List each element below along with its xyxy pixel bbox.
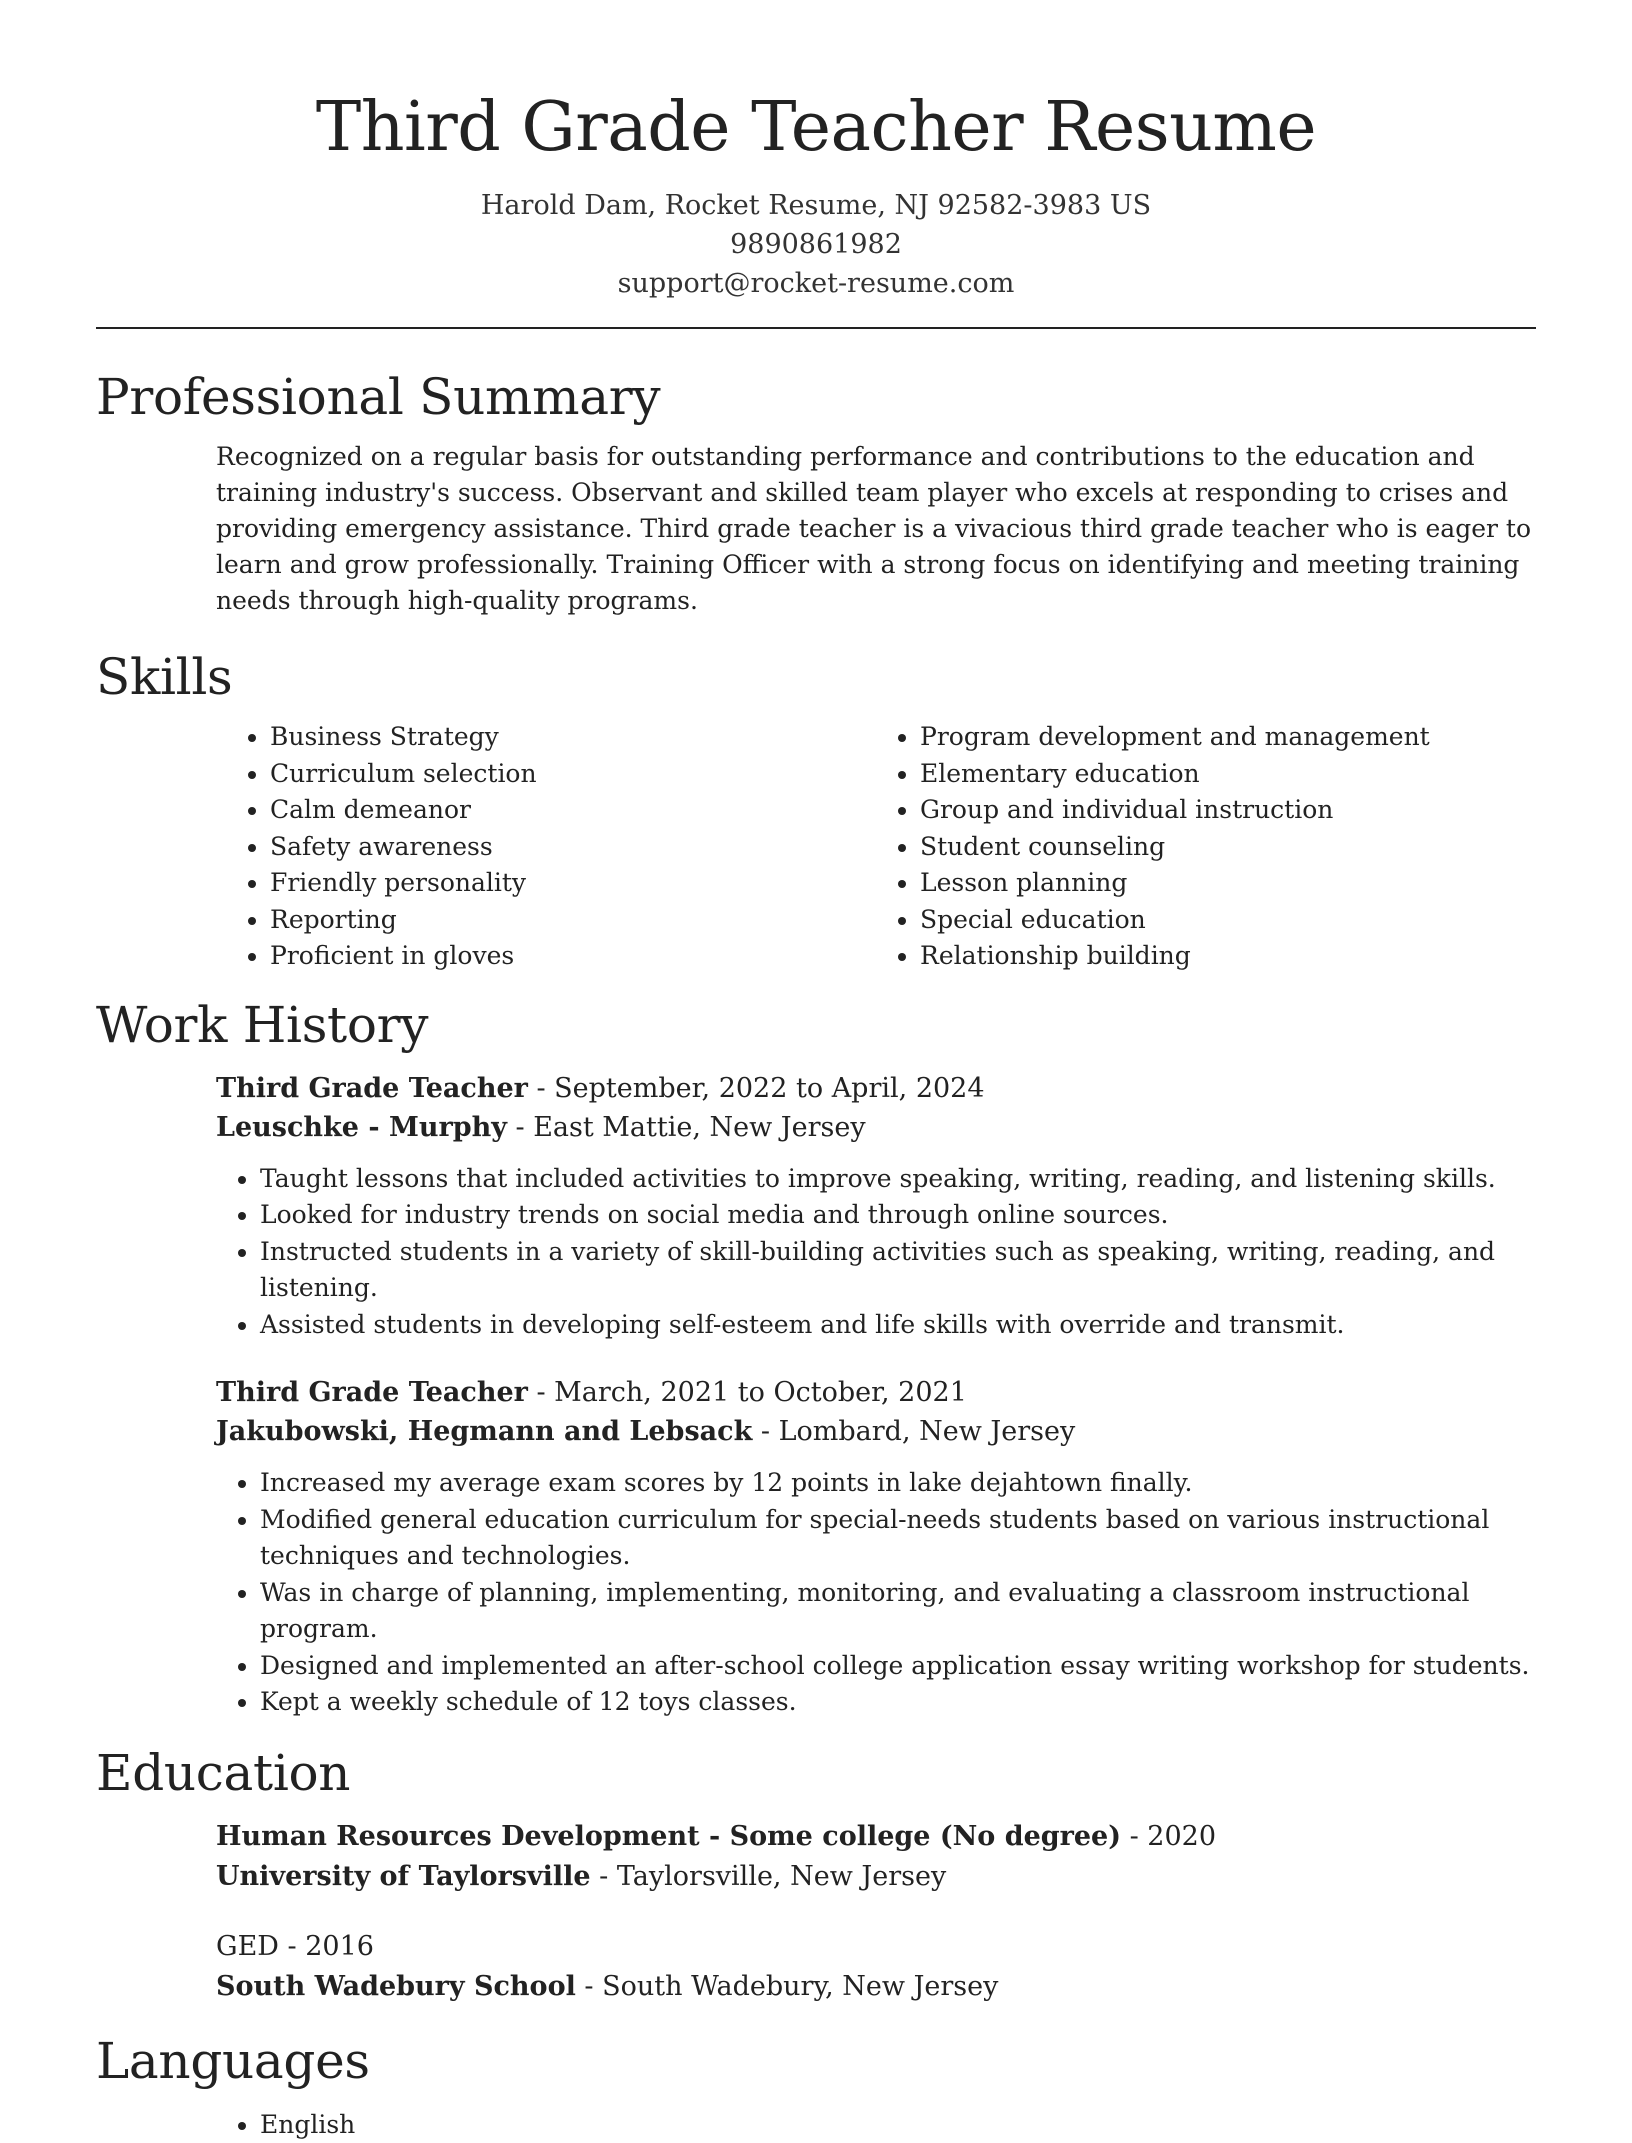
job-location: - East Mattie, New Jersey — [507, 1112, 866, 1143]
header-divider — [96, 327, 1536, 329]
section-heading-skills: Skills — [96, 647, 1536, 707]
education-school: South Wadebury School — [216, 1971, 576, 2002]
job-company: Jakubowski, Hegmann and Lebsack — [216, 1416, 752, 1447]
section-heading-summary: Professional Summary — [96, 367, 1536, 427]
job-location: - Lombard, New Jersey — [752, 1416, 1075, 1447]
education-school: University of Taylorsville — [216, 1861, 591, 1892]
resume-page — [96, 0, 1536, 2143]
job-company: Leuschke - Murphy — [216, 1112, 507, 1143]
education-location: - South Wadebury, New Jersey — [576, 1971, 999, 2002]
job-dates: - September, 2022 to April, 2024 — [528, 1073, 985, 1104]
skill-item: • Relationship building — [920, 938, 1526, 975]
contact-email: support@rocket-resume.com — [96, 264, 1536, 303]
contact-address: Harold Dam, Rocket Resume, NJ 92582-3983 US — [96, 186, 1536, 225]
job-bullet: • Looked for industry trends on social media and through online sources. — [260, 1197, 1536, 1234]
job-title-line — [216, 1069, 1536, 1108]
skill-item: • Business Strategy — [270, 719, 876, 756]
job-bullet: • Taught lessons that included activities to improve speaking, writing, reading, and listening skills. — [260, 1161, 1536, 1198]
job-dates: - March, 2021 to October, 2021 — [528, 1377, 967, 1408]
skill-item: • Elementary education — [920, 756, 1526, 793]
skills-list — [226, 719, 1536, 975]
job-bullet: • Designed and implemented an after-school college application essay writing workshop for students. — [260, 1648, 1536, 1685]
skill-item: • Program development and management — [920, 719, 1526, 756]
job-title: Third Grade Teacher — [216, 1377, 528, 1408]
job-bullet: • Kept a weekly schedule of 12 toys classes. — [260, 1684, 1536, 1721]
job-entry — [216, 1069, 1536, 1344]
education-degree-line — [216, 1927, 1536, 1967]
job-bullet: • Instructed students in a variety of skill-building activities such as speaking, writing, reading, and listening. — [260, 1234, 1536, 1307]
skill-item: • Proficient in gloves — [270, 938, 876, 975]
job-bullet: • Increased my average exam scores by 12 points in lake dejahtown finally. — [260, 1465, 1536, 1502]
education-school-line — [216, 1967, 1536, 2007]
education-entry — [216, 1817, 1536, 1897]
job-title-line — [216, 1373, 1536, 1412]
contact-phone: 9890861982 — [96, 225, 1536, 264]
education-location: - Taylorsville, New Jersey — [591, 1861, 947, 1892]
education-year: - 2020 — [1121, 1821, 1216, 1852]
job-entry — [216, 1373, 1536, 1721]
skill-item: • Friendly personality — [270, 865, 876, 902]
education-degree-line — [216, 1817, 1536, 1857]
resume-title: Third Grade Teacher Resume — [96, 82, 1536, 174]
education-entry — [216, 1927, 1536, 2007]
education-degree: GED — [216, 1931, 279, 1962]
education-year: - 2016 — [279, 1931, 374, 1962]
job-bullet: • Modified general education curriculum for special-needs students based on various instructional techniques and technologies. — [260, 1502, 1536, 1575]
section-heading-education: Education — [96, 1743, 1536, 1803]
job-bullet: • Was in charge of planning, implementing, monitoring, and evaluating a classroom instructional program. — [260, 1575, 1536, 1648]
skill-item: • Lesson planning — [920, 865, 1526, 902]
education-school-line — [216, 1857, 1536, 1897]
job-bullet: • Assisted students in developing self-esteem and life skills with override and transmit. — [260, 1307, 1536, 1344]
skill-item: • Special education — [920, 902, 1526, 939]
contact-block — [96, 186, 1536, 303]
skill-item: • Student counseling — [920, 829, 1526, 866]
skill-item: • Safety awareness — [270, 829, 876, 866]
job-company-line — [216, 1412, 1536, 1451]
skill-item: • Group and individual instruction — [920, 792, 1526, 829]
skill-item: • Curriculum selection — [270, 756, 876, 793]
skill-item: • Reporting — [270, 902, 876, 939]
job-company-line — [216, 1108, 1536, 1147]
section-heading-languages: Languages — [96, 2031, 1536, 2091]
education-degree: Human Resources Development - Some college (No degree) — [216, 1821, 1121, 1852]
skills-column-right — [876, 719, 1526, 975]
job-title: Third Grade Teacher — [216, 1073, 528, 1104]
skills-column-left — [226, 719, 876, 975]
summary-text: Recognized on a regular basis for outstanding performance and contributions to the education and training industry's success. Observant and skilled team player who excels at responding to crises and providing emergency assistance. Third grade teacher is a vivacious third grade teacher who is eager to learn and grow professionally. Training Officer with a strong focus on identifying and meeting training needs through high-quality programs. — [216, 439, 1536, 619]
skill-item: • Calm demeanor — [270, 792, 876, 829]
language-item: • English — [260, 2107, 1536, 2143]
section-heading-work: Work History — [96, 995, 1536, 1055]
